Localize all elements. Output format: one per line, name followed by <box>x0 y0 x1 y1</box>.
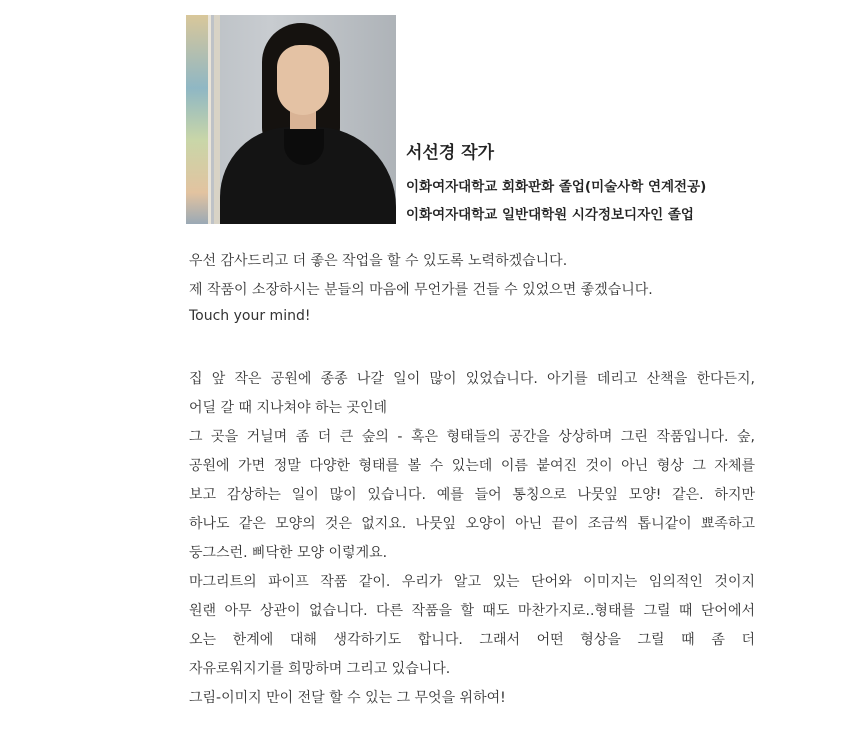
statement-line: 하나도 같은 모양의 것은 없지요. 나뭇잎 오양이 아닌 끝이 조금씩 톱니같이 뾰족하고 <box>189 516 755 532</box>
artist-portrait-photo <box>186 15 396 224</box>
artist-name: 서선경 작가 <box>406 143 495 163</box>
education-item: 이화여자대학교 회화판화 졸업(미술사학 연계전공) <box>406 179 707 195</box>
education-item: 이화여자대학교 일반대학원 시각정보디자인 졸업 <box>406 207 694 223</box>
statement-line: 그 곳을 거닐며 좀 더 큰 숲의 - 혹은 형태들의 공간을 상상하며 그린 작품입니다. 숲, <box>189 429 755 445</box>
statement-line: 그림-이미지 만이 전달 할 수 있는 그 무엇을 위하여! <box>189 690 506 706</box>
statement-line: 어딜 갈 때 지나쳐야 하는 곳인데 <box>189 400 388 416</box>
statement-line: 공원에 가면 정말 다양한 형태를 볼 수 있는데 이름 붙여진 것이 아닌 형상 그 자체를 <box>189 458 755 474</box>
background-painting <box>186 15 211 224</box>
statement-line: 둥그스런. 삐닥한 모양 이렇게요. <box>189 545 388 561</box>
statement-line: 보고 감상하는 일이 많이 있습니다. 예를 들어 통칭으로 나뭇잎 모양! 같은. 하지만 <box>189 487 755 503</box>
statement-line: 마그리트의 파이프 작품 같이. 우리가 알고 있는 단어와 이미지는 임의적인 것이지 <box>189 574 755 590</box>
intro-line: 우선 감사드리고 더 좋은 작업을 할 수 있도록 노력하겠습니다. <box>189 253 568 269</box>
intro-line: Touch your mind! <box>189 308 311 324</box>
statement-line: 오는 한계에 대해 생각하기도 합니다. 그래서 어떤 형상을 그릴 때 좀 더 <box>189 632 755 648</box>
portrait-face <box>277 45 329 115</box>
statement-line: 원랜 아무 상관이 없습니다. 다른 작품을 할 때도 마찬가지로..형태를 그릴 때 단어에서 <box>189 603 755 619</box>
intro-line: 제 작품이 소장하시는 분들의 마음에 무언가를 건들 수 있었으면 좋겠습니다. <box>189 282 653 298</box>
statement-line: 자유로워지기를 희망하며 그리고 있습니다. <box>189 661 451 677</box>
statement-line: 집 앞 작은 공원에 종종 나갈 일이 많이 있었습니다. 아기를 데리고 산책을 한다든지, <box>189 371 755 387</box>
